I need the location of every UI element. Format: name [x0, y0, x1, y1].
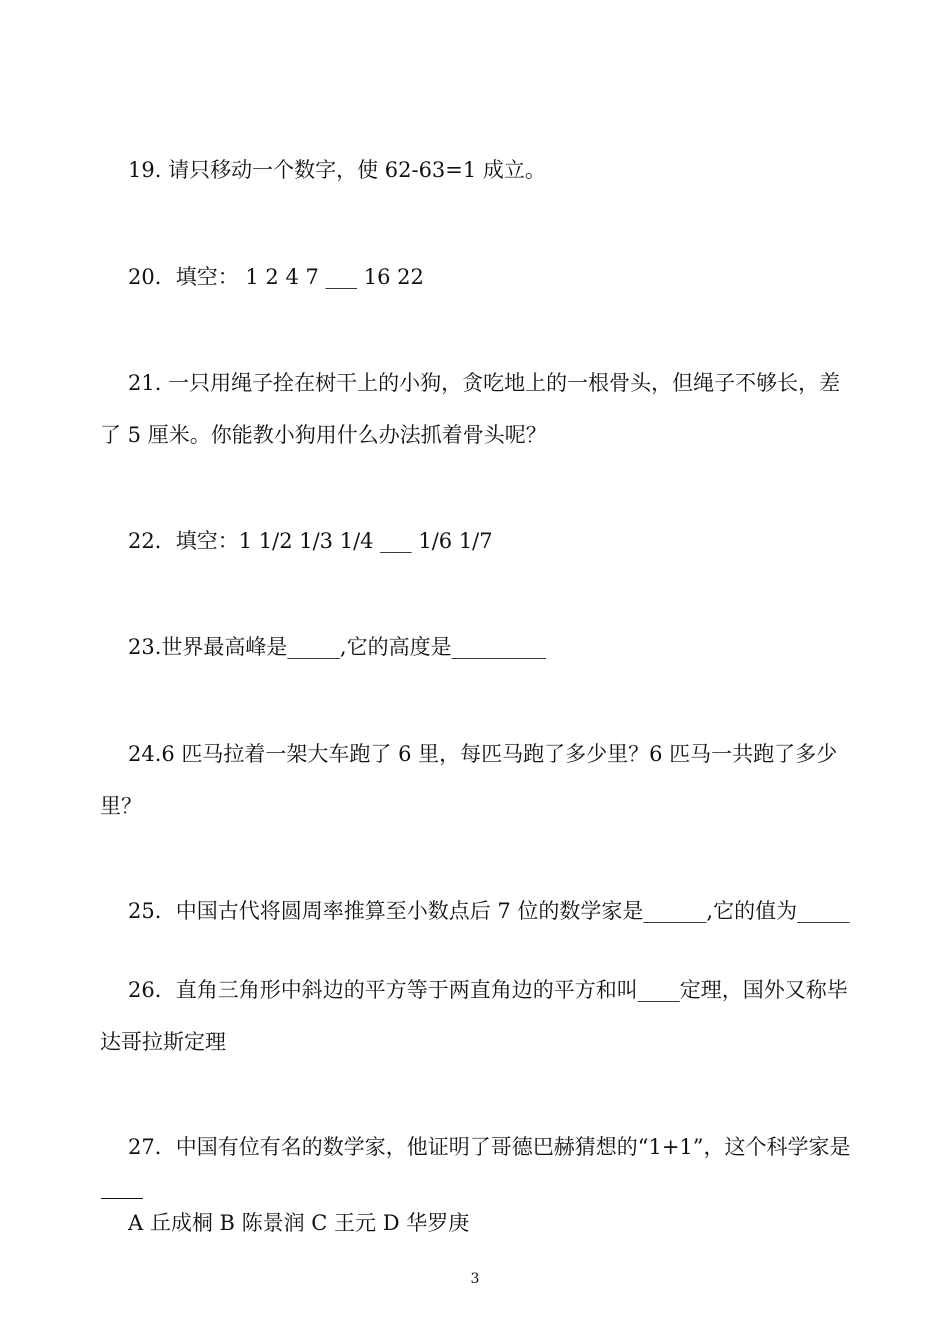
- question-27: 27．中国有位有名的数学家，他证明了哥德巴赫猜想的“1+1”，这个科学家是: [128, 1135, 851, 1159]
- answer-blank-line: [101, 1198, 143, 1199]
- question-22: 22．填空：1 1/2 1/3 1/4 ___ 1/6 1/7: [128, 529, 493, 553]
- question-19: 19. 请只移动一个数字，使 62-63=1 成立。: [128, 158, 546, 182]
- question-20: 20．填空： 1 2 4 7 ___ 16 22: [128, 265, 424, 289]
- question-26: 26．直角三角形中斜边的平方等于两直角边的平方和叫____定理，国外又称毕达哥拉斯定理: [100, 978, 848, 1054]
- question-24: 24.6 匹马拉着一架大车跑了 6 里，每匹马跑了多少里？6 匹马一共跑了多少里？: [100, 742, 838, 818]
- question-25: 25．中国古代将圆周率推算至小数点后 7 位的数学家是______,它的值为_____: [128, 899, 850, 923]
- question-27-options: A 丘成桐 B 陈景润 C 王元 D 华罗庚: [128, 1211, 470, 1235]
- question-21: 21. 一只用绳子拴在树干上的小狗，贪吃地上的一根骨头，但绳子不够长，差了 5 厘米。你能教小狗用什么办法抓着骨头呢？: [100, 371, 841, 447]
- page-number: 3: [470, 1271, 480, 1287]
- question-23: 23.世界最高峰是_____,它的高度是_________: [128, 635, 547, 659]
